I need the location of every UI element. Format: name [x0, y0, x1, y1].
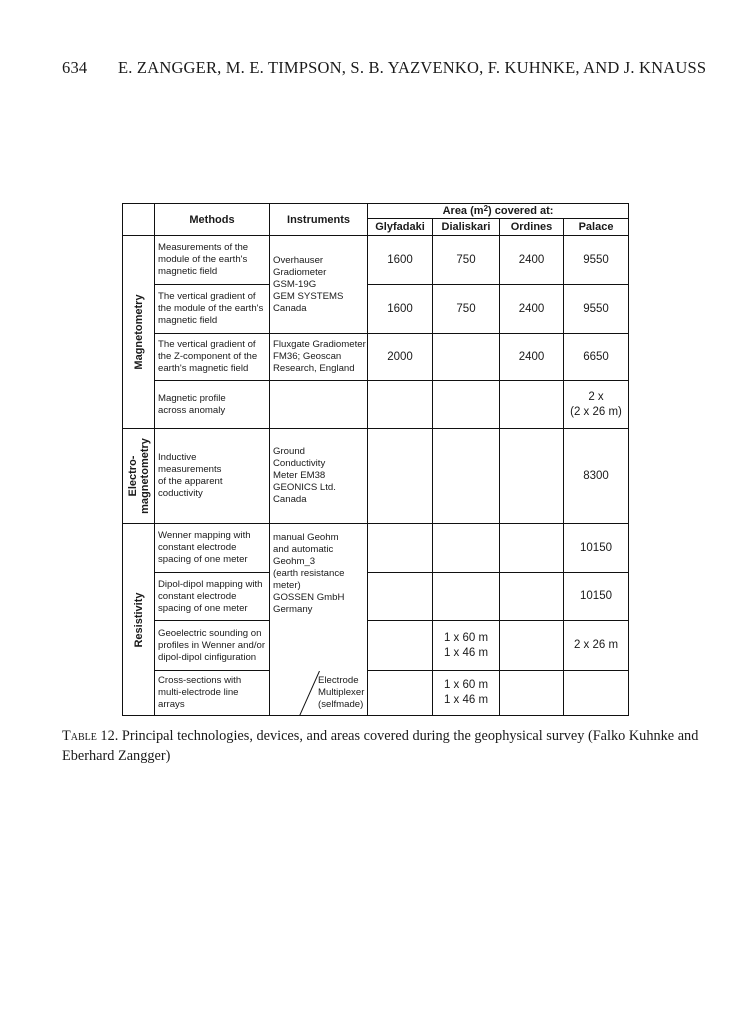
value-cell: 8300 [564, 429, 629, 524]
caption-label: Table 12. [62, 728, 119, 744]
instrument-fluxgate: Fluxgate Gradiometer FM36; Geoscan Research, England [270, 334, 368, 381]
instrument-geohm: manual Geohm and automatic Geohm_3 (earth resistance meter) GOSSEN GmbH Germany [270, 524, 368, 671]
area-header: Area $(m^2)$ covered at: [368, 204, 629, 219]
method-cell: The vertical gradient of the Z-component of the earth's magnetic field [155, 334, 270, 381]
value-cell [368, 671, 433, 716]
instrument-em38: Ground Conductivity Meter EM38 GEONICS Ltd. Canada [270, 429, 368, 524]
value-cell [500, 671, 564, 716]
site-header-palace: Palace [564, 219, 629, 236]
value-cell [500, 381, 564, 429]
value-cell: 2 x (2 x 26 m) [564, 381, 629, 429]
value-cell [433, 334, 500, 381]
page-number: 634 [62, 58, 88, 77]
value-cell [368, 524, 433, 573]
value-cell: 2400 [500, 236, 564, 285]
method-cell: Wenner mapping with constant electrode spacing of one meter [155, 524, 270, 573]
value-cell: 6650 [564, 334, 629, 381]
value-cell [500, 573, 564, 621]
value-cell: 1 x 60 m 1 x 46 m [433, 671, 500, 716]
value-cell: 9550 [564, 285, 629, 334]
site-header-glyfadaki: Glyfadaki [368, 219, 433, 236]
method-cell: Geoelectric sounding on profiles in Wenner and/or dipol-dipol cinfiguration [155, 621, 270, 671]
table-caption [62, 726, 712, 766]
value-cell: 10150 [564, 524, 629, 573]
value-cell: 2400 [500, 334, 564, 381]
instrument-multiplexer: Electrode Multiplexer (selfmade) [270, 671, 368, 716]
category-resistivity: Resistivity [123, 524, 155, 716]
value-cell: 2400 [500, 285, 564, 334]
instruments-header: Instruments [270, 204, 368, 236]
methods-header: Methods [155, 204, 270, 236]
value-cell [368, 573, 433, 621]
method-cell: Inductive measurements of the apparent coductivity [155, 429, 270, 524]
value-cell [433, 573, 500, 621]
corner-cell [123, 204, 155, 236]
value-cell [368, 429, 433, 524]
value-cell: 1600 [368, 285, 433, 334]
instrument-empty [270, 381, 368, 429]
value-cell: 750 [433, 236, 500, 285]
method-cell: Magnetic profile across anomaly [155, 381, 270, 429]
caption-text: Principal technologies, devices, and areas covered during the geophysical survey (Falko Kuhnke and Eberhard Zangger) [62, 728, 699, 764]
value-cell [500, 621, 564, 671]
value-cell [500, 429, 564, 524]
value-cell [500, 524, 564, 573]
site-header-dialiskari: Dialiskari [433, 219, 500, 236]
value-cell [433, 524, 500, 573]
value-cell [368, 381, 433, 429]
method-cell: The vertical gradient of the module of the earth's magnetic field [155, 285, 270, 334]
method-cell: Cross-sections with multi-electrode line arrays [155, 671, 270, 716]
method-cell: Dipol-dipol mapping with constant electrode spacing of one meter [155, 573, 270, 621]
survey-table [122, 203, 629, 716]
site-header-ordines: Ordines [500, 219, 564, 236]
method-cell: Measurements of the module of the earth's magnetic field [155, 236, 270, 285]
value-cell [564, 671, 629, 716]
value-cell [368, 621, 433, 671]
value-cell: 10150 [564, 573, 629, 621]
value-cell: 9550 [564, 236, 629, 285]
running-head [62, 58, 707, 78]
value-cell: 2 x 26 m [564, 621, 629, 671]
value-cell: 1 x 60 m 1 x 46 m [433, 621, 500, 671]
author-line: E. ZANGGER, M. E. TIMPSON, S. B. YAZVENKO, F. KUHNKE, AND J. KNAUSS [118, 58, 707, 77]
value-cell: 2000 [368, 334, 433, 381]
value-cell [433, 381, 500, 429]
instrument-overhauser: Overhauser Gradiometer GSM-19G GEM SYSTEMS Canada [270, 236, 368, 334]
value-cell: 750 [433, 285, 500, 334]
value-cell [433, 429, 500, 524]
category-electromagnetometry: Electro- magnetometry [123, 429, 155, 524]
category-magnetometry: Magnetometry [123, 236, 155, 429]
value-cell: 1600 [368, 236, 433, 285]
